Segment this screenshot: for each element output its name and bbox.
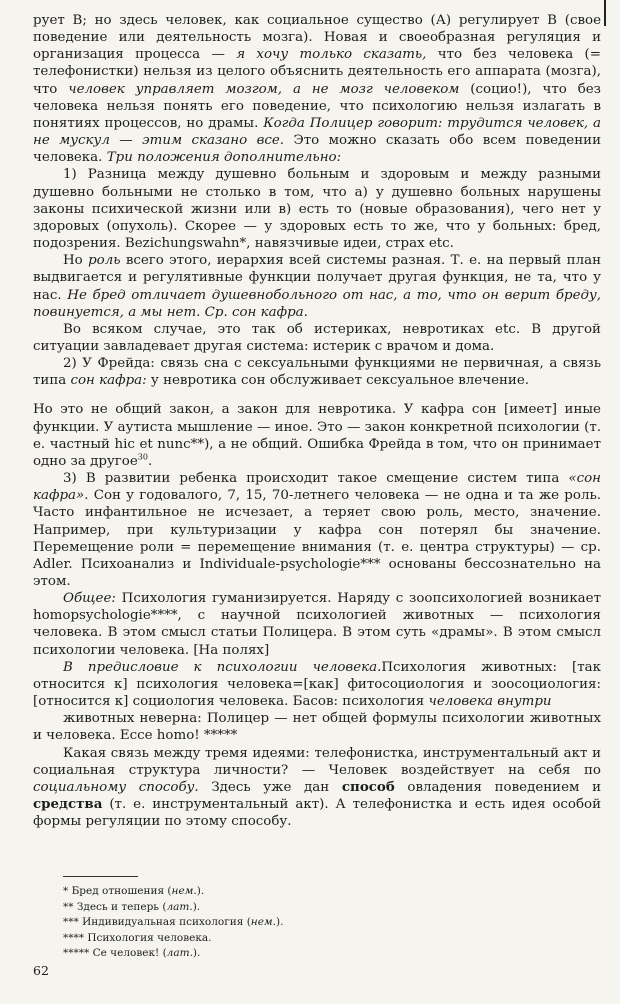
paragraph: 1) Разница между душевно больным и здоровым и между разными душевно больными не столько в том, что а) у душевно больных нарушены законы психической жизни или в) есть то (новые образования), чего нет у здоровых (опухоль). Скорее — у здоровых есть то же, что у больных: бред, подозрения. Bezichungswahn*, навязчивые идеи, страх etc. bbox=[33, 167, 601, 252]
footnote: ** Здесь и теперь (лат.). bbox=[63, 900, 201, 913]
main-text bbox=[33, 12, 601, 830]
footnote: *** Индивидуальная психология (нем.). bbox=[63, 916, 284, 929]
margin-mark bbox=[604, 0, 606, 26]
page-number: 62 bbox=[33, 963, 49, 978]
paragraph: Какая связь между тремя идеями: телефонистка, инструментальный акт и социальная структура личности? — Человек воздействует на себя по социальному способу. Здесь уже дан способ овладения поведением и средства (т. е. инструментальный акт). А телефонистка и есть идея особой формы регуляции по этому способу. bbox=[33, 745, 602, 830]
paragraph: животных неверна: Полицер — нет общей формулы психологии животных и человека. Ecce homo! ***** bbox=[33, 711, 601, 744]
paragraph: 3) В развитии ребенка происходит такое смещение систем типа «сон кафра». Сон у годовалого, 7, 15, 70-летнего человека — не одна и та же роль. Часто инфантильное не исчезает, а теряет свою роль, место, значение. Например, при культуризации у кафра сон потерял бы значение. Перемещение роли = перемещение внимания (т. е. центра структуры) — ср. Adler. Психоанализ и Individuale-psychologie*** основаны бессознательно на этом. bbox=[33, 471, 601, 589]
footnote: * Бред отношения (нем.). bbox=[63, 885, 205, 897]
paragraph: 2) У Фрейда: связь сна с сексуальными функциями не первичная, а связь типа сон кафра: у невротика сон обслуживает сексуальное влечение. bbox=[33, 356, 601, 389]
paragraph: Во всяком случае, это так об истериках, невротиках etc. В другой ситуации завладевает другая система: истерик с врачом и дома. bbox=[33, 321, 601, 354]
paragraph: Общее: Психология гуманизируется. Наряду с зоопсихологией возникает homopsychologie****, с научной психологией животных — психология человека. В этом смысл статьи Полицера. В этом суть «драмы». В этом смысл психологии человека. [На полях] bbox=[33, 591, 601, 658]
paragraph: рует В; но здесь человек, как социальное существо (А) регулирует В (свое поведение или деятельность мозга). Новая и своеобразная регуляция и организация процесса — я хочу только сказать, что без человека (= телефонистки) нельзя из целого объяснить деятельность его аппарата (мозга), что человек управляет мозгом, а не мозг человеком (социо!), что без человека нельзя понять его поведение, что психологию нельзя излагать в понятиях процессов, но драмы. Когда Полицер говорит: трудится человек, а не мускул — этим сказано все. Это можно сказать обо всем поведении человека. Три положения дополнительно: bbox=[33, 13, 601, 166]
paragraph: Но это не общий закон, а закон для невротика. У кафра сон [имеет] иные функции. У аутиста мышление — иное. Это — закон конкретной психологии (т. е. частный hic et nunc**), а не общий. Ошибка Фрейда в том, что он принимает одно за другое$^{30}$. bbox=[33, 402, 601, 469]
footnote: **** Психология человека. bbox=[63, 931, 212, 944]
paragraph: В предисловие к психологии человека.Психология животных: [так относится к] психология человека=[как] фитосоциология и зоосоциология: [относится к] социология человека. Басов: психология человека внутри bbox=[33, 659, 601, 710]
footnote: ***** Се человек! (лат.). bbox=[63, 947, 201, 960]
footnote-rule bbox=[63, 876, 138, 877]
footnotes bbox=[63, 884, 463, 962]
paragraph: Но роль всего этого, иерархия всей системы разная. Т. е. на первый план выдвигается и регулятивные функции получает другая функция, не та, что у нас. Не бред отличает душевнобольного от нас, а то, что он верит бреду, повинуется, а мы нет. Ср. сон кафра. bbox=[33, 253, 602, 320]
